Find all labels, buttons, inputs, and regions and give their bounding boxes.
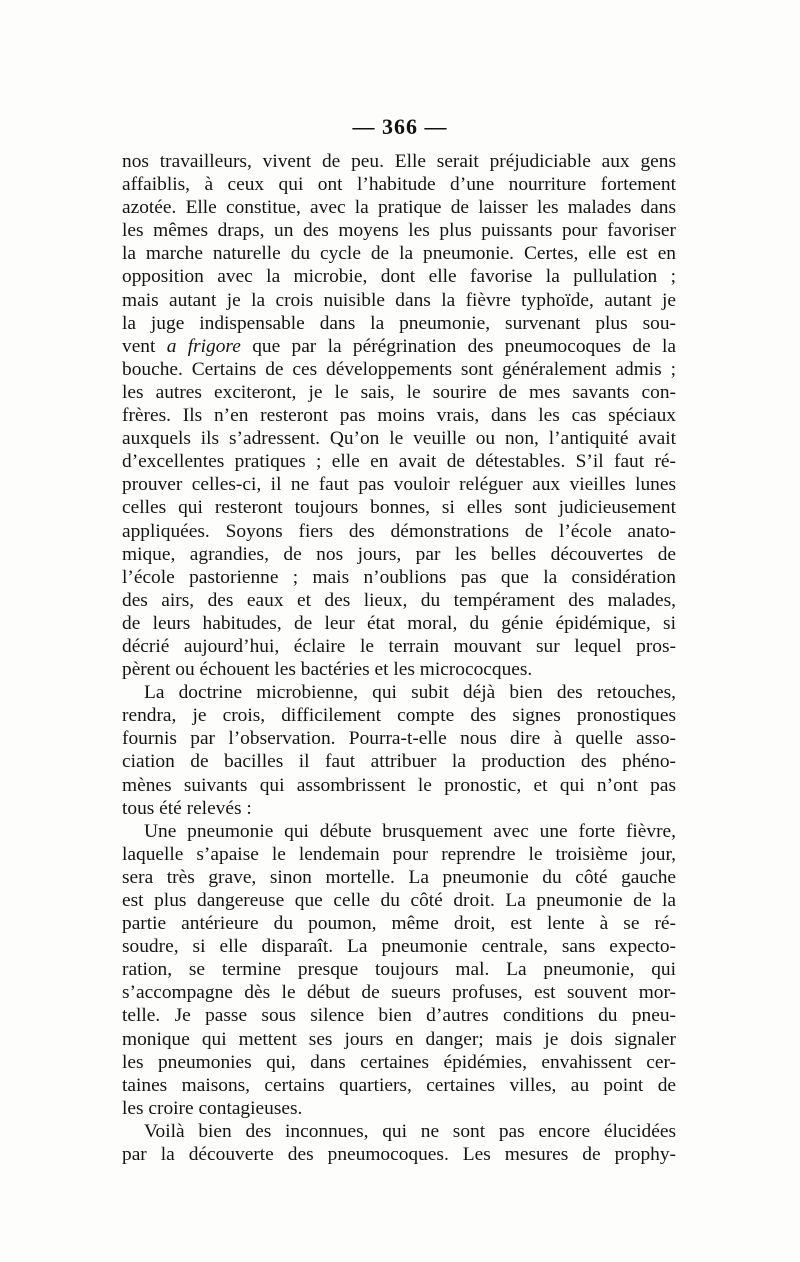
page-number: — 366 — bbox=[352, 114, 448, 139]
text-line: la juge indispensable dans la pneumonie, survenant plus sou- bbox=[122, 312, 676, 334]
text-line: décrié aujourd’hui, éclaire le terrain mouvant sur lequel pros- bbox=[122, 635, 676, 657]
text-line: nos travailleurs, vivent de peu. Elle serait préjudiciable aux gens bbox=[122, 151, 676, 172]
text-line: par la découverte des pneumocoques. Les mesures de prophy- bbox=[122, 1144, 676, 1166]
text-line: ration, se termine presque toujours mal. La pneumonie, qui bbox=[122, 959, 676, 981]
text-line: des airs, des eaux et des lieux, du tempérament des malades, bbox=[122, 589, 676, 611]
text-line: mais autant je la crois nuisible dans la fièvre typhoïde, autant je bbox=[122, 289, 676, 311]
text-line: la marche naturelle du cycle de la pneumonie. Certes, elle est en bbox=[122, 243, 676, 265]
text-line: affaiblis, à ceux qui ont l’habitude d’une nourriture fortement bbox=[122, 174, 676, 196]
text-line: les pneumonies qui, dans certaines épidémies, envahissent cer- bbox=[122, 1051, 676, 1073]
text-line: pèrent ou échouent les bactéries et les micrococques. bbox=[122, 659, 533, 681]
text-line: soudre, si elle disparaît. La pneumonie centrale, sans expecto- bbox=[122, 936, 676, 958]
text-line: opposition avec la microbie, dont elle favorise la pullulation ; bbox=[122, 266, 676, 288]
text-line: s’accompagne dès le début de sueurs profuses, est souvent mor- bbox=[122, 982, 676, 1004]
body-text bbox=[122, 150, 676, 1166]
text-line: mique, agrandies, de nos jours, par les belles découvertes de bbox=[122, 543, 676, 565]
text-line: de leurs habitudes, de leur état moral, du génie épidémique, si bbox=[122, 612, 676, 634]
text-line: auxquels ils s’adressent. Qu’on le veuille ou non, l’antiquité avait bbox=[122, 428, 676, 450]
text-line: telle. Je passe sous silence bien d’autres conditions du pneu- bbox=[122, 1005, 676, 1027]
text-line: monique qui mettent ses jours en danger; mais je dois signaler bbox=[122, 1028, 676, 1050]
text-segment: que par la pérégrination des pneumocoques de la bbox=[240, 335, 677, 357]
text-line: les autres exciteront, je le sais, le sourire de mes savants con- bbox=[122, 381, 676, 403]
text-line: est plus dangereuse que celle du côté droit. La pneumonie de la bbox=[122, 890, 676, 911]
text-line: rendra, je crois, difficilement compte des signes pronostiques bbox=[122, 705, 676, 727]
text-line: bouche. Certains de ces développements sont généralement admis ; bbox=[122, 358, 676, 380]
text-line: prouver celles-ci, il ne faut pas vouloir reléguer aux vieilles lunes bbox=[122, 474, 676, 496]
text-line: Voilà bien des inconnues, qui ne sont pas encore élucidées bbox=[144, 1120, 676, 1142]
text-line: tous été relevés : bbox=[122, 797, 252, 819]
text-line: azotée. Elle constitue, avec la pratique de laisser les malades dans bbox=[122, 197, 676, 219]
text-line: les croire contagieuses. bbox=[122, 1097, 303, 1119]
italic-phrase: a frigore bbox=[166, 335, 241, 357]
text-line: l’école pastorienne ; mais n’oublions pas que la considération bbox=[122, 566, 676, 588]
text-line: d’excellentes pratiques ; elle en avait de détestables. S’il faut ré- bbox=[122, 451, 676, 473]
text-line: laquelle s’apaise le lendemain pour reprendre le troisième jour, bbox=[122, 843, 676, 865]
text-line: mènes suivants qui assombrissent le pronostic, et qui n’ont pas bbox=[122, 774, 676, 796]
text-line: La doctrine microbienne, qui subit déjà bien des retouches, bbox=[144, 682, 676, 704]
text-line: appliquées. Soyons fiers des démonstrations de l’école anato- bbox=[122, 520, 676, 542]
text-line: partie antérieure du poumon, même droit, est lente à se ré- bbox=[122, 913, 676, 935]
text-segment: vent bbox=[122, 335, 167, 357]
text-line: celles qui resteront toujours bonnes, si elles sont judicieusement bbox=[122, 497, 676, 519]
text-line: taines maisons, certains quartiers, certaines villes, au point de bbox=[122, 1074, 676, 1096]
text-line: ciation de bacilles il faut attribuer la production des phéno- bbox=[122, 751, 676, 773]
text-line: Une pneumonie qui débute brusquement avec une forte fièvre, bbox=[144, 820, 676, 842]
text-line: fournis par l’observation. Pourra-t-elle nous dire à quelle asso- bbox=[122, 728, 676, 750]
text-line: frères. Ils n’en resteront pas moins vrais, dans les cas spéciaux bbox=[122, 405, 676, 427]
text-line bbox=[122, 335, 676, 358]
text-line: les mêmes draps, un des moyens les plus puissants pour favoriser bbox=[122, 220, 676, 242]
text-line: sera très grave, sinon mortelle. La pneumonie du côté gauche bbox=[122, 866, 676, 888]
